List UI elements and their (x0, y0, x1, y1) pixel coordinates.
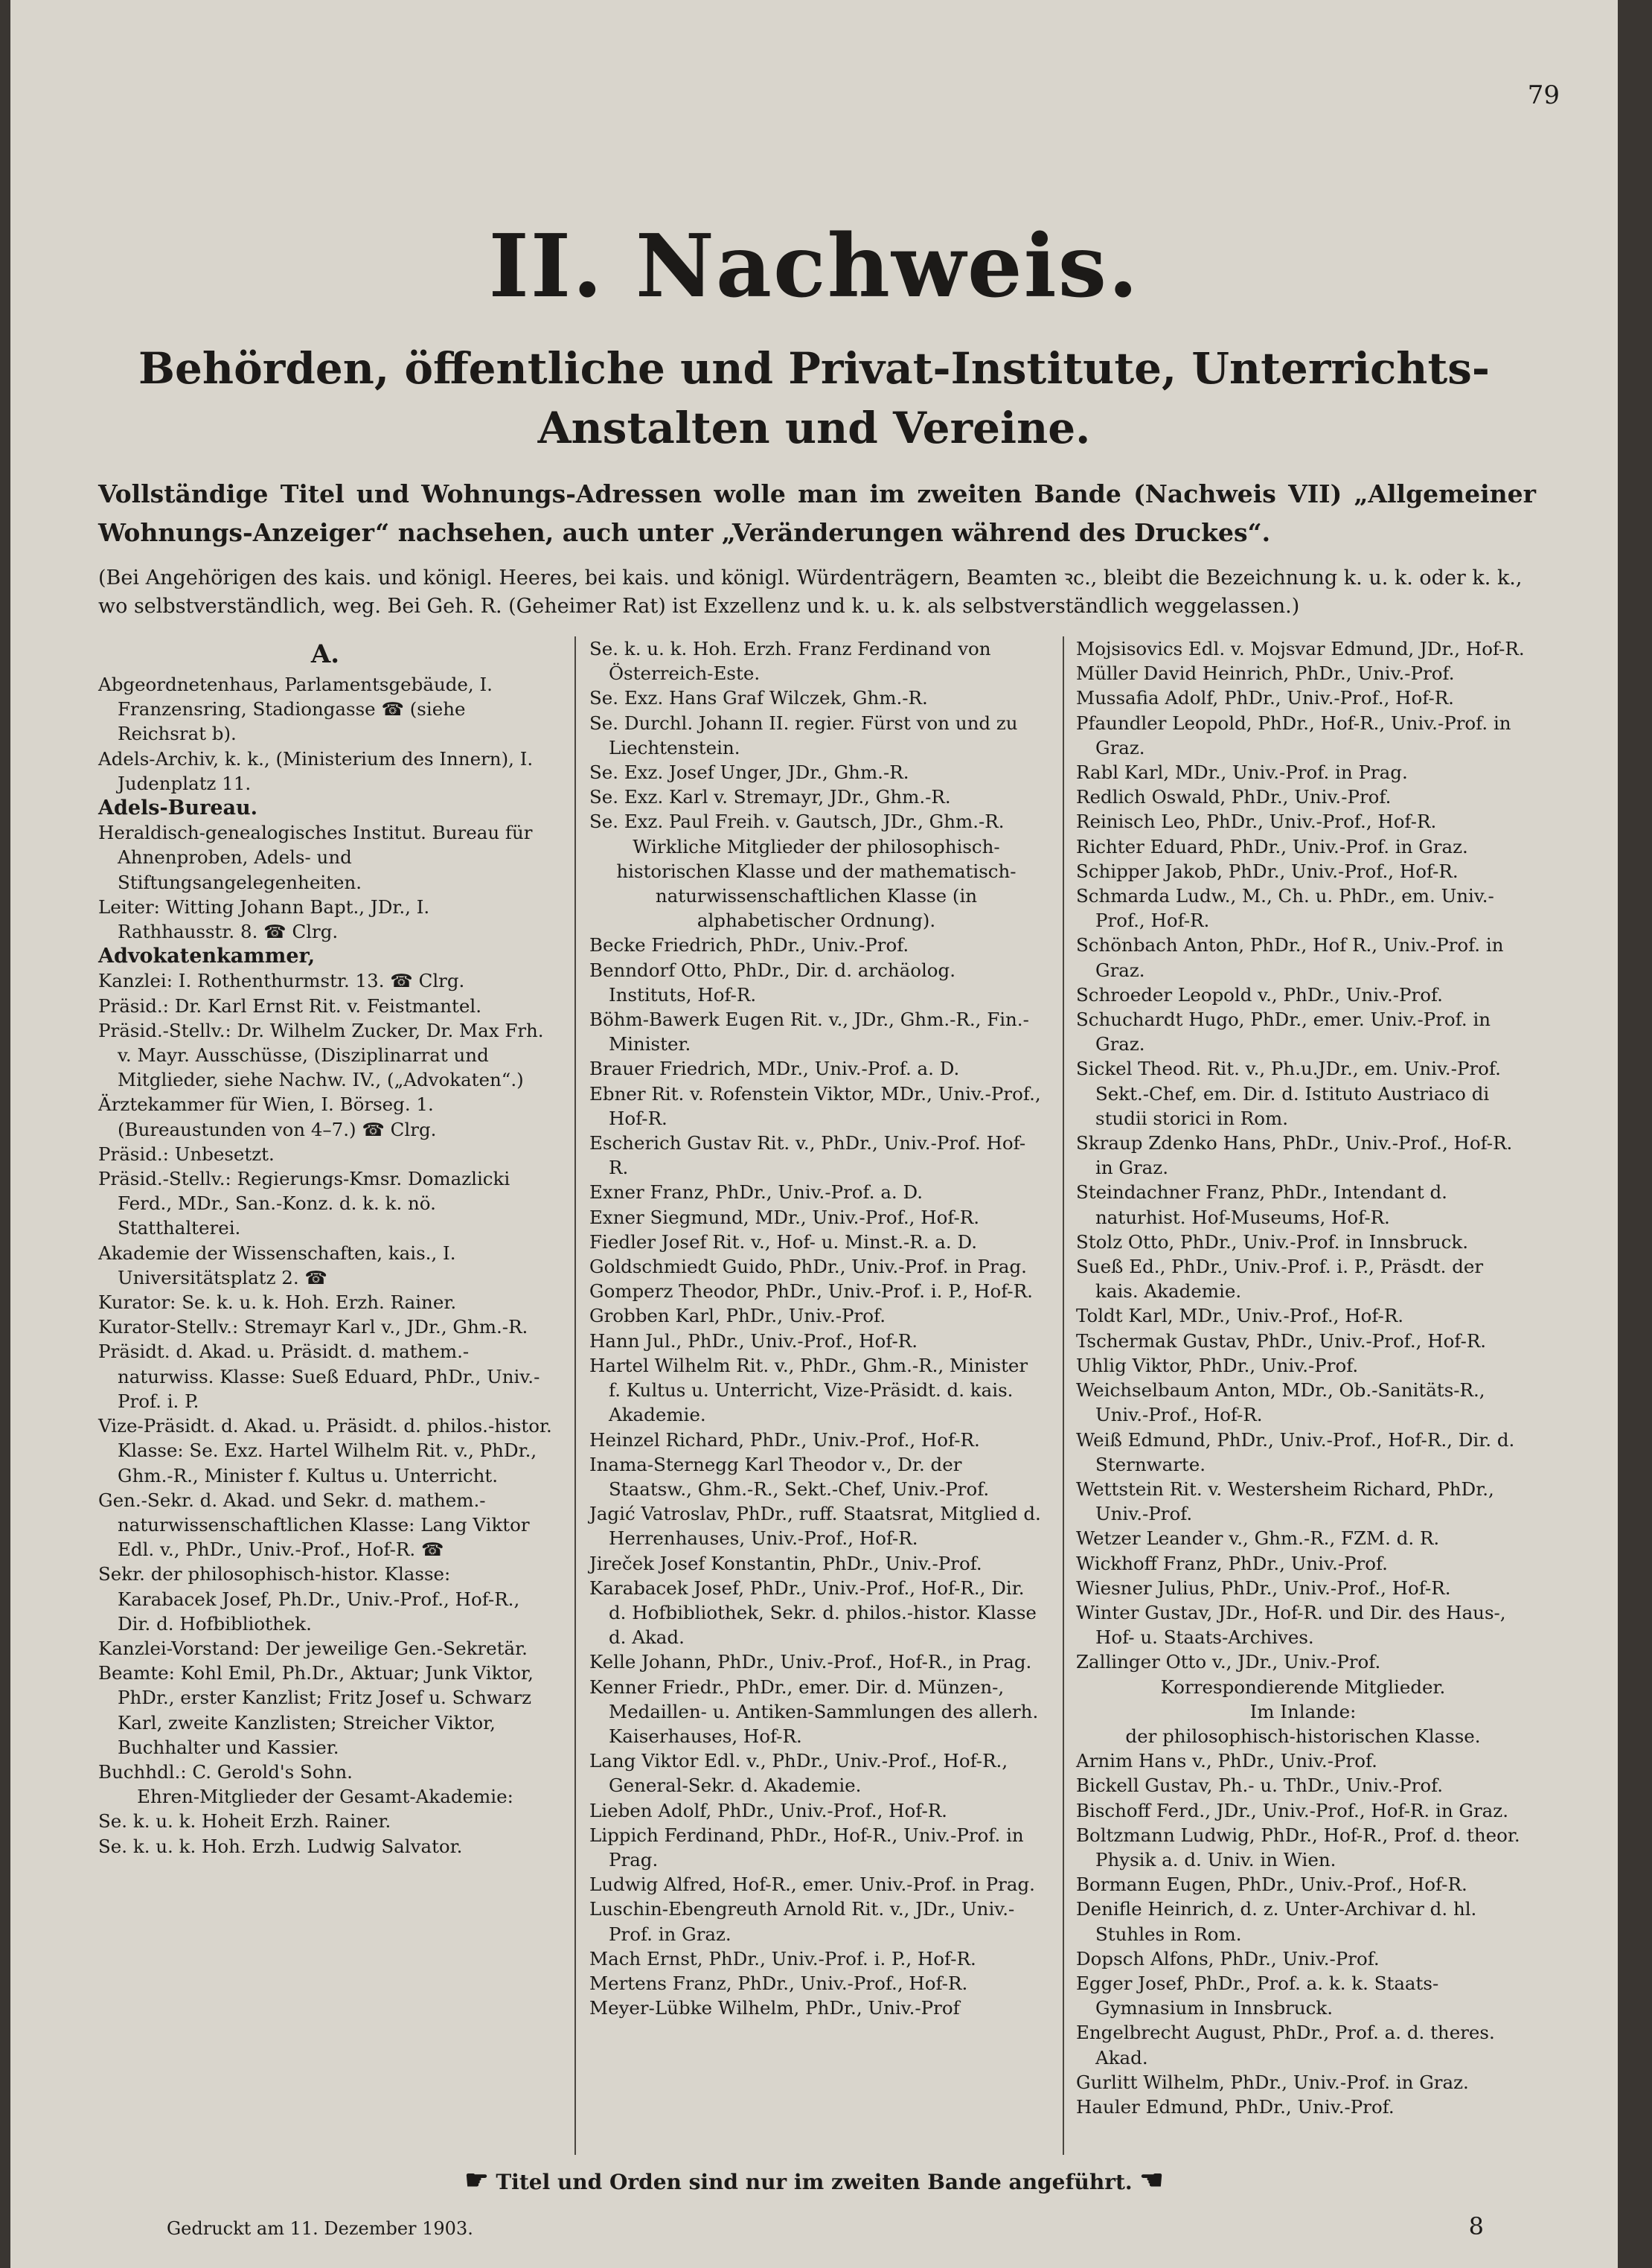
directory-entry: Wirkliche Mitglieder der philosophisch-historischen Klasse und der mathematisch-naturwissenschaftlichen Klasse (in alphabetischer Ordnung). (616, 835, 1017, 932)
directory-entry: Dopsch Alfons, PhDr., Univ.-Prof. (1076, 1947, 1380, 1970)
subtitle-line-1: Behörden, öffentliche und Privat-Institute, Unterrichts- (138, 343, 1490, 394)
directory-entry: Lieben Adolf, PhDr., Univ.-Prof., Hof-R. (589, 1799, 947, 1821)
directory-entry: Kenner Friedr., PhDr., emer. Dir. d. Münzen-, Medaillen- u. Antiken-Sammlungen des allerh. Kaiserhauses, Hof-R. (589, 1676, 1039, 1747)
directory-entry: Leiter: Witting Johann Bapt., JDr., I. Rathhausstr. 8. ☎ Clrg. (98, 895, 430, 943)
directory-entry: Schmarda Ludw., M., Ch. u. PhDr., em. Univ.-Prof., Hof-R. (1076, 885, 1494, 932)
directory-entry: Fiedler Josef Rit. v., Hof- u. Minst.-R. a. D. (589, 1230, 978, 1253)
directory-entry: Wetzer Leander v., Ghm.-R., FZM. d. R. (1076, 1527, 1440, 1550)
directory-entry: Bickell Gustav, Ph.- u. ThDr., Univ.-Prof. (1076, 1775, 1444, 1797)
directory-entry: Heinzel Richard, PhDr., Univ.-Prof., Hof-R. (589, 1428, 980, 1451)
directory-entry: Mussafia Adolf, PhDr., Univ.-Prof., Hof-R. (1076, 687, 1454, 709)
directory-entry: Präsid.-Stellv.: Regierungs-Kmsr. Domazlicki Ferd., MDr., San.-Konz. d. k. k. nö. Statthalterei. (98, 1168, 510, 1239)
directory-entry: Adels-Archiv, k. k., (Ministerium des Innern), I. Judenplatz 11. (98, 747, 534, 794)
directory-entry: Beamte: Kohl Emil, Ph.Dr., Aktuar; Junk Viktor, PhDr., erster Kanzlist; Fritz Josef u. Schwarz Karl, zweite Kanzlisten; Streicher Viktor, Buchhalter und Kassier. (98, 1662, 534, 1758)
directory-entry: Uhlig Viktor, PhDr., Univ.-Prof. (1076, 1354, 1359, 1376)
directory-entry: Rabl Karl, MDr., Univ.-Prof. in Prag. (1076, 761, 1408, 784)
directory-entry: Se. Exz. Karl v. Stremayr, JDr., Ghm.-R. (589, 786, 951, 808)
directory-entry: Gen.-Sekr. d. Akad. und Sekr. d. mathem.-naturwissenschaftlichen Klasse: Lang Viktor Edl. v., PhDr., Univ.-Prof., Hof-R. ☎ (98, 1489, 530, 1561)
directory-entry: Se. k. u. k. Hoh. Erzh. Franz Ferdinand von Österreich-Este. (589, 638, 991, 685)
directory-entry: Mojsisovics Edl. v. Mojsvar Edmund, JDr., Hof-R. (1076, 638, 1525, 659)
directory-entry: Boltzmann Ludwig, PhDr., Hof-R., Prof. d. theor. Physik a. d. Univ. in Wien. (1076, 1824, 1520, 1871)
directory-entry: Meyer-Lübke Wilhelm, PhDr., Univ.-Prof (589, 1997, 960, 2019)
directory-entry: Gomperz Theodor, PhDr., Univ.-Prof. i. P., Hof-R. (589, 1280, 1033, 1303)
section-title: II. Nachweis. (488, 216, 1140, 317)
directory-entry: Lang Viktor Edl. v., PhDr., Univ.-Prof., Hof-R., General-Sekr. d. Akademie. (589, 1750, 1008, 1797)
directory-entry: Präsid.: Dr. Karl Ernst Rit. v. Feistmantel. (98, 994, 482, 1017)
directory-entry: A. (310, 639, 340, 669)
directory-entry: Schroeder Leopold v., PhDr., Univ.-Prof. (1076, 983, 1443, 1006)
directory-entry: Präsidt. d. Akad. u. Präsidt. d. mathem.-naturwiss. Klasse: Sueß Eduard, PhDr., Univ.-Prof. i. P. (98, 1341, 540, 1412)
directory-entry: Kurator: Se. k. u. k. Hoh. Erzh. Rainer. (98, 1291, 457, 1314)
footer-note (10, 2165, 1618, 2196)
directory-entry: Lippich Ferdinand, PhDr., Hof-R., Univ.-Prof. in Prag. (589, 1824, 1024, 1871)
directory-entry: Karabacek Josef, PhDr., Univ.-Prof., Hof-R., Dir. d. Hofbibliothek, Sekr. d. philos.-histor. Klasse d. Akad. (589, 1577, 1037, 1649)
directory-entry: Reinisch Leo, PhDr., Univ.-Prof., Hof-R. (1076, 811, 1437, 833)
directory-entry: Wettstein Rit. v. Westersheim Richard, PhDr., Univ.-Prof. (1076, 1478, 1494, 1525)
directory-entry: Arnim Hans v., PhDr., Univ.-Prof. (1076, 1750, 1377, 1772)
directory-entry: Präsid.-Stellv.: Dr. Wilhelm Zucker, Dr. Max Frh. v. Mayr. Ausschüsse, (Disziplinarrat und Mitglieder, siehe Nachw. IV., („Advokaten“.) (98, 1019, 544, 1091)
directory-entry: Brauer Friedrich, MDr., Univ.-Prof. a. D. (589, 1058, 960, 1080)
directory-entry: Weiß Edmund, PhDr., Univ.-Prof., Hof-R., Dir. d. Sternwarte. (1076, 1428, 1515, 1475)
pointing-hand-left-icon: ☛ (464, 2165, 489, 2196)
directory-entry: Adels-Bureau. (98, 796, 258, 820)
directory-entry: Hauler Edmund, PhDr., Univ.-Prof. (1076, 2095, 1395, 2118)
directory-entry: Se. Durchl. Johann II. regier. Fürst von und zu Liechtenstein. (589, 712, 1018, 758)
directory-entry: Sickel Theod. Rit. v., Ph.u.JDr., em. Univ.-Prof. Sekt.-Chef, em. Dir. d. Istituto Austriaco di studii storici in Rom. (1076, 1058, 1501, 1129)
directory-entry: Steindachner Franz, PhDr., Intendant d. naturhist. Hof-Museums, Hof-R. (1076, 1181, 1447, 1228)
directory-entry: Ebner Rit. v. Rofenstein Viktor, MDr., Univ.-Prof., Hof-R. (589, 1082, 1041, 1129)
directory-entry: Se. Exz. Hans Graf Wilczek, Ghm.-R. (589, 687, 928, 709)
directory-entry: Hann Jul., PhDr., Univ.-Prof., Hof-R. (589, 1329, 918, 1352)
directory-entry: Hartel Wilhelm Rit. v., PhDr., Ghm.-R., Minister f. Kultus u. Unterricht, Vize-Präsidt. d. kais. Akademie. (589, 1354, 1028, 1426)
directory-entry: Mach Ernst, PhDr., Univ.-Prof. i. P., Hof-R. (589, 1947, 976, 1970)
pointing-hand-right-icon: ☚ (1139, 2165, 1164, 2196)
directory-entry: Gurlitt Wilhelm, PhDr., Univ.-Prof. in Graz. (1076, 2071, 1469, 2093)
directory-entry: Becke Friedrich, PhDr., Univ.-Prof. (589, 934, 909, 956)
directory-columns (98, 636, 1527, 2159)
directory-entry: Mertens Franz, PhDr., Univ.-Prof., Hof-R. (589, 1972, 968, 1994)
directory-entry: Engelbrecht August, PhDr., Prof. a. d. theres. Akad. (1076, 2022, 1495, 2069)
directory-entry: Wiesner Julius, PhDr., Univ.-Prof., Hof-R. (1076, 1577, 1451, 1599)
column-middle (589, 636, 1043, 2020)
directory-entry: Exner Franz, PhDr., Univ.-Prof. a. D. (589, 1181, 923, 1204)
column-right (1076, 636, 1530, 2119)
directory-entry: Weichselbaum Anton, MDr., Ob.-Sanitäts-R., Univ.-Prof., Hof-R. (1076, 1379, 1485, 1426)
sheet-signature: 8 (1468, 2212, 1484, 2240)
directory-entry: Bormann Eugen, PhDr., Univ.-Prof., Hof-R. (1076, 1874, 1467, 1896)
directory-entry: Se. k. u. k. Hoh. Erzh. Ludwig Salvator. (98, 1835, 463, 1857)
directory-entry: Bischoff Ferd., JDr., Univ.-Prof., Hof-R. in Graz. (1076, 1799, 1508, 1821)
directory-entry: Advokatenkammer, (98, 945, 316, 968)
section-subtitle (10, 339, 1618, 458)
directory-entry: Escherich Gustav Rit. v., PhDr., Univ.-Prof. Hof-R. (589, 1132, 1026, 1179)
page-number: 79 (1527, 80, 1560, 110)
directory-entry: Jagić Vatroslav, PhDr., ruff. Staatsrat, Mitglied d. Herrenhauses, Univ.-Prof., Hof-R. (589, 1503, 1041, 1550)
column-left (98, 636, 552, 1859)
directory-entry: Schuchardt Hugo, PhDr., emer. Univ.-Prof. in Graz. (1076, 1009, 1491, 1055)
directory-entry: Richter Eduard, PhDr., Univ.-Prof. in Graz. (1076, 835, 1468, 857)
document-page (10, 0, 1618, 2268)
directory-entry: Sekr. der philosophisch-histor. Klasse: Karabacek Josef, Ph.Dr., Univ.-Prof., Hof-R., Dir. d. Hofbibliothek. (98, 1563, 520, 1635)
directory-entry: Müller David Heinrich, PhDr., Univ.-Prof. (1076, 662, 1455, 685)
directory-entry: Goldschmiedt Guido, PhDr., Univ.-Prof. in Prag. (589, 1256, 1027, 1278)
directory-entry: Ehren-Mitglieder der Gesamt-Akademie: (137, 1786, 513, 1808)
directory-entry: Korrespondierende Mitglieder. (1160, 1676, 1446, 1698)
directory-entry: Akademie der Wissenschaften, kais., I. Universitätsplatz 2. ☎ (98, 1242, 456, 1288)
directory-entry: Grobben Karl, PhDr., Univ.-Prof. (589, 1305, 886, 1327)
directory-entry: Kanzlei: I. Rothenthurmstr. 13. ☎ Clrg. (98, 970, 465, 992)
directory-entry: Pfaundler Leopold, PhDr., Hof-R., Univ.-Prof. in Graz. (1076, 712, 1511, 758)
directory-entry: Inama-Sternegg Karl Theodor v., Dr. der Staatsw., Ghm.-R., Sekt.-Chef, Univ.-Prof. (589, 1453, 990, 1500)
directory-entry: Böhm-Bawerk Eugen Rit. v., JDr., Ghm.-R., Fin.-Minister. (589, 1009, 1029, 1055)
directory-entry: Kanzlei-Vorstand: Der jeweilige Gen.-Sekretär. (98, 1637, 528, 1659)
directory-entry: Im Inlande: (1249, 1700, 1357, 1722)
directory-entry: Schipper Jakob, PhDr., Univ.-Prof., Hof-R. (1076, 860, 1459, 882)
directory-entry: Vize-Präsidt. d. Akad. u. Präsidt. d. philos.-histor. Klasse: Se. Exz. Hartel Wilhelm Rit. v., PhDr., Ghm.-R., Minister f. Kultus u. Unterricht. (98, 1415, 552, 1486)
directory-entry: der philosophisch-historischen Klasse. (1125, 1725, 1481, 1747)
directory-entry: Sueß Ed., PhDr., Univ.-Prof. i. P., Präsdt. der kais. Akademie. (1076, 1256, 1484, 1303)
column-divider (1063, 636, 1064, 2155)
directory-entry: Kelle Johann, PhDr., Univ.-Prof., Hof-R., in Prag. (589, 1651, 1032, 1673)
subtitle-line-2: Anstalten und Vereine. (537, 403, 1091, 453)
column-divider (574, 636, 576, 2155)
directory-entry: Benndorf Otto, PhDr., Dir. d. archäolog. Instituts, Hof-R. (589, 959, 956, 1006)
directory-entry: Zallinger Otto v., JDr., Univ.-Prof. (1076, 1651, 1381, 1673)
directory-entry: Kurator-Stellv.: Stremayr Karl v., JDr., Ghm.-R. (98, 1316, 528, 1338)
intro-paragraph: Vollständige Titel und Wohnungs-Adressen wolle man im zweiten Bande (Nachweis VII) „Allgemeiner Wohnungs-Anzeiger“ nachsehen, auch unter „Veränderungen während des Druckes“. (98, 479, 1536, 547)
directory-entry: Luschin-Ebengreuth Arnold Rit. v., JDr., Univ.-Prof. in Graz. (589, 1898, 1015, 1945)
directory-entry: Toldt Karl, MDr., Univ.-Prof., Hof-R. (1076, 1305, 1404, 1327)
directory-entry: Wickhoff Franz, PhDr., Univ.-Prof. (1076, 1552, 1388, 1574)
directory-entry: Stolz Otto, PhDr., Univ.-Prof. in Innsbruck. (1076, 1230, 1469, 1253)
directory-entry: Exner Siegmund, MDr., Univ.-Prof., Hof-R. (589, 1206, 980, 1228)
directory-entry: Buchhdl.: C. Gerold's Sohn. (98, 1760, 353, 1783)
directory-entry: Ludwig Alfred, Hof-R., emer. Univ.-Prof. in Prag. (589, 1874, 1035, 1896)
directory-entry: Winter Gustav, JDr., Hof-R. und Dir. des Haus-, Hof- u. Staats-Archives. (1076, 1601, 1506, 1649)
directory-entry: Ärztekammer für Wien, I. Börseg. 1. (Bureaustunden von 4–7.) ☎ Clrg. (98, 1093, 437, 1140)
directory-entry: Se. Exz. Josef Unger, JDr., Ghm.-R. (589, 761, 909, 784)
directory-entry: Abgeordnetenhaus, Parlamentsgebäude, I. Franzensring, Stadiongasse ☎ (siehe Reichsrat b). (98, 674, 493, 745)
directory-entry: Denifle Heinrich, d. z. Unter-Archivar d. hl. Stuhles in Rom. (1076, 1898, 1477, 1945)
abbreviation-note: (Bei Angehörigen des kais. und königl. Heeres, bei kais. und königl. Würdenträgern, Beamten ꝛc., bleibt die Bezeichnung k. u. k. oder k. k., wo selbstverständlich, weg. Bei Geh. R. (Geheimer Rat) ist Exzellenz und k. u. k. als selbstverständlich weggelassen.) (98, 566, 1523, 618)
directory-entry: Se. Exz. Paul Freih. v. Gautsch, JDr., Ghm.-R. (589, 811, 1005, 833)
directory-entry: Präsid.: Unbesetzt. (98, 1143, 275, 1165)
directory-entry: Schönbach Anton, PhDr., Hof R., Univ.-Prof. in Graz. (1076, 934, 1504, 981)
directory-entry: Se. k. u. k. Hoheit Erzh. Rainer. (98, 1810, 391, 1833)
directory-entry: Tschermak Gustav, PhDr., Univ.-Prof., Hof-R. (1076, 1329, 1487, 1352)
directory-entry: Redlich Oswald, PhDr., Univ.-Prof. (1076, 786, 1392, 808)
directory-entry: Heraldisch-genealogisches Institut. Bureau für Ahnenproben, Adels- und Stiftungsangelegenheiten. (98, 822, 533, 893)
footer-note-text: Titel und Orden sind nur im zweiten Bande angeführt. (496, 2170, 1133, 2194)
printed-date: Gedruckt am 11. Dezember 1903. (167, 2218, 473, 2239)
directory-entry: Egger Josef, PhDr., Prof. a. k. k. Staats-Gymnasium in Innsbruck. (1076, 1972, 1439, 2019)
directory-entry: Skraup Zdenko Hans, PhDr., Univ.-Prof., Hof-R. in Graz. (1076, 1132, 1513, 1179)
directory-entry: Jireček Josef Konstantin, PhDr., Univ.-Prof. (589, 1552, 982, 1574)
